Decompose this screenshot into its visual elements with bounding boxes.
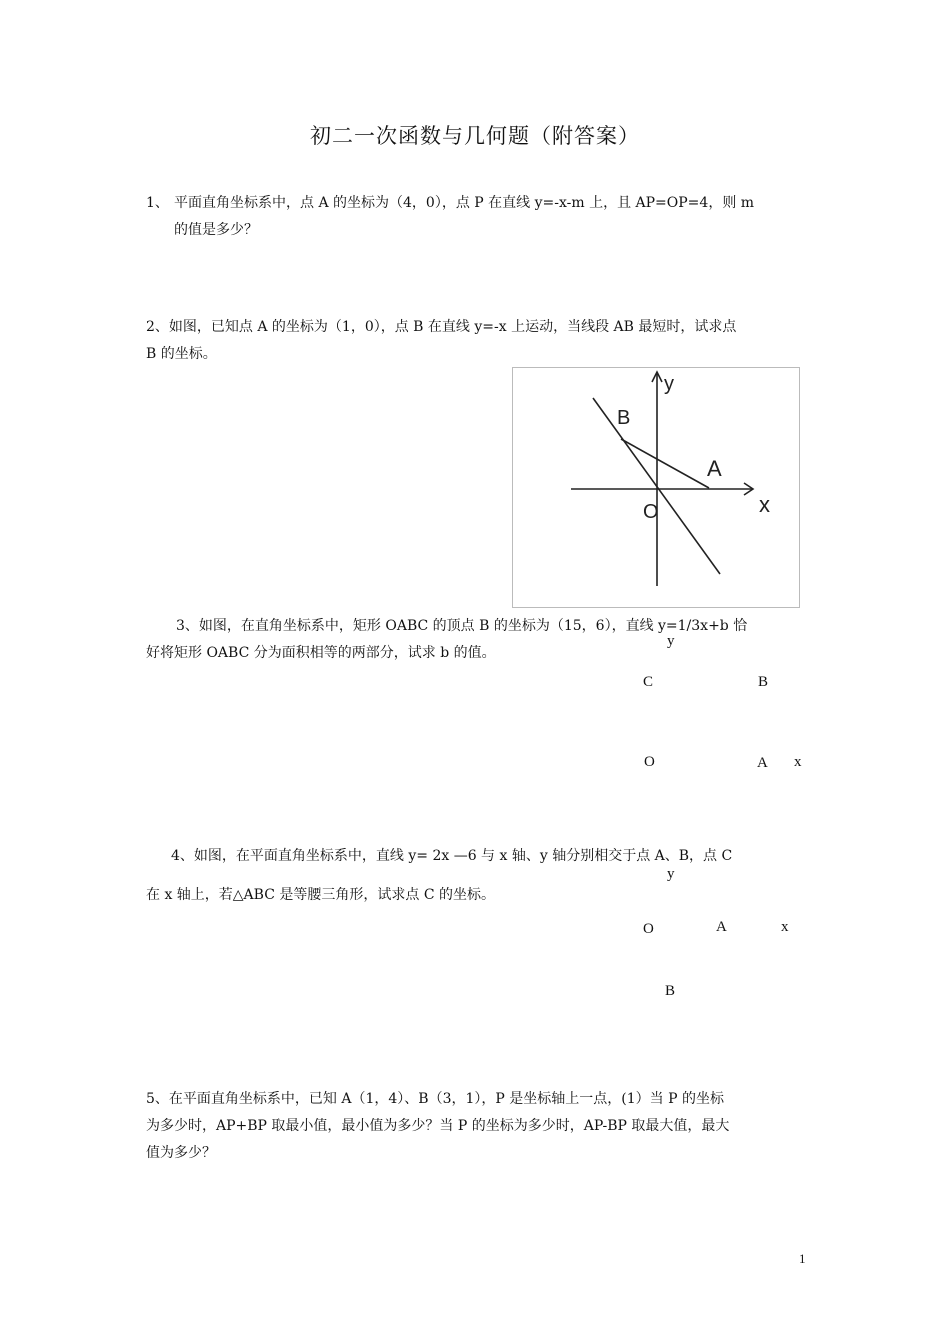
question-1-number: 1、 [146, 195, 169, 211]
q4-label-b: B [665, 983, 676, 999]
q3-label-o: O [644, 754, 655, 770]
q4-label-x: x [781, 919, 789, 935]
figure-label-o: O [643, 501, 659, 523]
segment-ab [621, 439, 709, 488]
question-4-line-2: 在 x 轴上，若△ABC 是等腰三角形，试求点 C 的坐标。 [146, 887, 495, 903]
question-1-line-1 [146, 190, 816, 217]
question-1 [146, 190, 816, 244]
question-3-line-1: 3、如图，在直角坐标系中，矩形 OABC 的顶点 B 的坐标为（15，6），直线 y=1/3x+b 恰 [176, 618, 748, 634]
question-5 [146, 1086, 816, 1167]
figure-label-a: A [707, 456, 722, 481]
question-4 [146, 843, 816, 909]
question-2-figure [512, 367, 800, 608]
question-1-text-1: 平面直角坐标系中，点 A 的坐标为（4，0），点 P 在直线 y=-x-m 上，且 AP=OP=4，则 m [174, 195, 755, 211]
question-5-line-2: 为多少时，AP+BP 取最小值，最小值为多少？当 P 的坐标为多少时，AP-BP 取最大值，最大 [146, 1118, 730, 1134]
question-2-diagram [513, 368, 799, 607]
question-2-line-2: B 的坐标。 [146, 346, 217, 362]
page-title: 初二一次函数与几何题（附答案） [310, 124, 640, 148]
q3-label-c: C [643, 674, 654, 690]
q3-label-b: B [758, 674, 769, 690]
q3-label-y: y [667, 633, 675, 649]
figure-label-x: x [759, 492, 770, 517]
figure-label-b: B [617, 407, 631, 429]
q4-label-y: y [667, 866, 675, 882]
question-3-line-2: 好将矩形 OABC 分为面积相等的两部分，试求 b 的值。 [146, 645, 496, 661]
question-5-line-1: 5、在平面直角坐标系中，已知 A（1，4）、B（3，1），P 是坐标轴上一点，(1）当 P 的坐标 [146, 1091, 724, 1107]
question-1-line-2: 的值是多少？ [174, 222, 258, 238]
question-3 [146, 613, 816, 667]
q3-label-a: A [757, 755, 768, 771]
q4-label-o: O [643, 921, 654, 937]
question-2 [146, 314, 816, 368]
question-4-line-1: 4、如图，在平面直角坐标系中，直线 y= 2x —6 与 x 轴、y 轴分别相交于点 A、B，点 C [171, 848, 733, 864]
q3-label-x: x [794, 754, 802, 770]
page-number: 1 [799, 1251, 806, 1266]
question-2-line-1: 2、如图，已知点 A 的坐标为（1，0），点 B 在直线 y=-x 上运动，当线段 AB 最短时，试求点 [146, 319, 737, 335]
question-5-line-3: 值为多少？ [146, 1145, 216, 1161]
q4-label-a: A [716, 919, 727, 935]
figure-label-y: y [664, 373, 674, 395]
